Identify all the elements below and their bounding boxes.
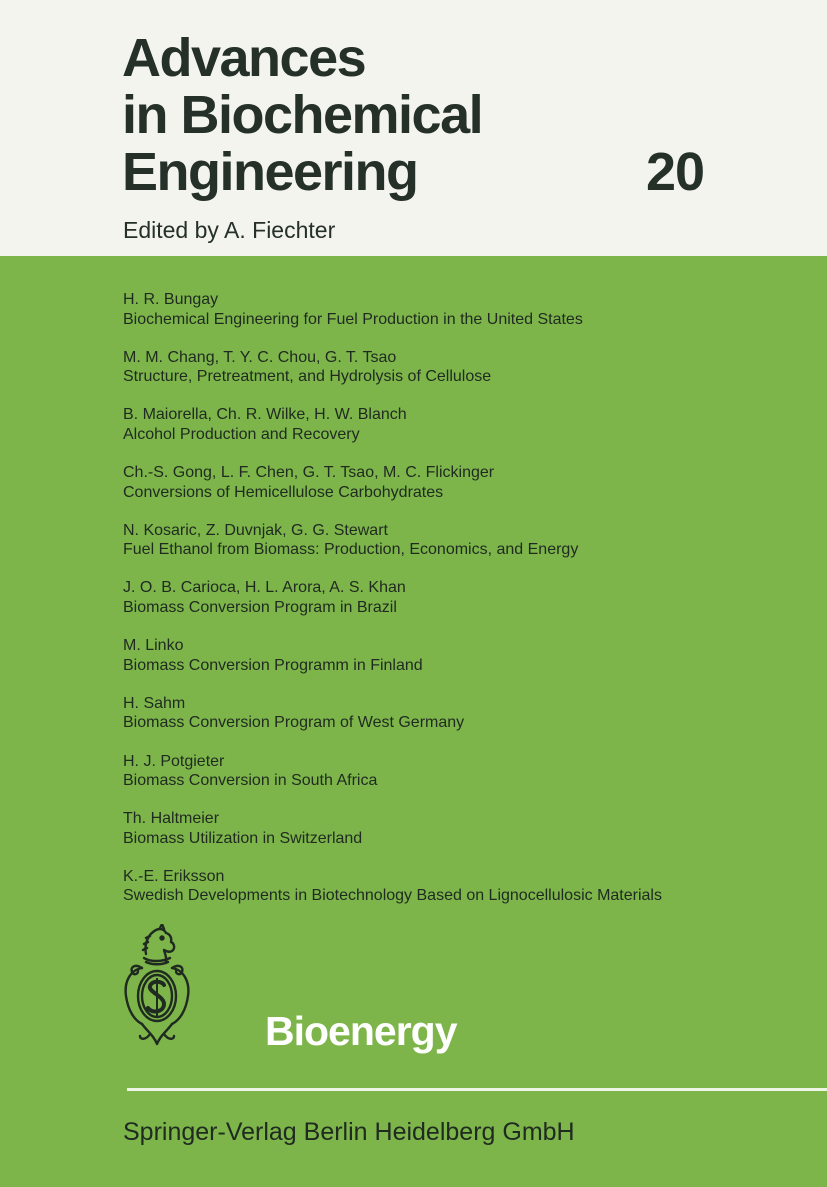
entry-authors: M. Linko [123, 637, 184, 655]
contents-entry [123, 405, 803, 463]
entry-title: Biomass Utilization in Switzerland [123, 829, 363, 847]
entry-authors: Th. Haltmeier [123, 810, 220, 828]
contents-entry [123, 348, 803, 406]
publisher-imprint: Springer-Verlag Berlin Heidelberg GmbH [123, 1118, 575, 1146]
contents-entry [123, 752, 803, 810]
entry-authors: M. M. Chang, T. Y. C. Chou, G. T. Tsao [123, 348, 397, 366]
contents-entry [123, 463, 803, 521]
contents-entry [123, 636, 803, 694]
entry-title: Biomass Conversion Programm in Finland [123, 656, 423, 674]
entry-title: Biomass Conversion Program in Brazil [123, 598, 397, 616]
book-title-line-2: in Biochemical [122, 85, 483, 145]
contents-list [123, 290, 803, 925]
series-title: Bioenergy [265, 1008, 457, 1054]
entry-authors: H. Sahm [123, 694, 186, 712]
entry-authors: H. R. Bungay [123, 291, 219, 308]
entry-title: Structure, Pretreatment, and Hydrolysis of Cellulose [123, 368, 492, 386]
entry-authors: Ch.-S. Gong, L. F. Chen, G. T. Tsao, M. C. Flickinger [123, 464, 495, 482]
contents-entry [123, 521, 803, 579]
springer-knight-logo [120, 924, 194, 1048]
entry-title: Alcohol Production and Recovery [123, 425, 360, 443]
entry-title: Biochemical Engineering for Fuel Production in the United States [123, 310, 583, 328]
contents-entry [123, 578, 803, 636]
entry-authors: H. J. Potgieter [123, 752, 225, 770]
contents-entry [123, 290, 803, 348]
entry-authors: N. Kosaric, Z. Duvnjak, G. G. Stewart [123, 521, 388, 539]
contents-entry [123, 867, 803, 925]
entry-title: Biomass Conversion Program of West Germany [123, 714, 465, 732]
entry-title: Swedish Developments in Biotechnology Based on Lignocellulosic Materials [123, 887, 662, 905]
entry-authors: K.-E. Eriksson [123, 867, 225, 885]
cover-header [0, 0, 827, 256]
entry-title: Fuel Ethanol from Biomass: Production, Economics, and Energy [123, 541, 579, 559]
editor-credit: Edited by A. Fiechter [123, 217, 336, 243]
book-title-line-1: Advances [122, 28, 366, 88]
entry-authors: B. Maiorella, Ch. R. Wilke, H. W. Blanch [123, 406, 407, 424]
volume-number: 20 [646, 142, 705, 202]
entry-title: Biomass Conversion in South Africa [123, 772, 378, 789]
entry-authors: J. O. B. Carioca, H. L. Arora, A. S. Khan [123, 579, 406, 597]
divider-rule [127, 1088, 827, 1091]
contents-entry [123, 809, 803, 867]
entry-title: Conversions of Hemicellulose Carbohydrates [123, 483, 444, 501]
book-title-line-3: Engineering [122, 142, 418, 202]
contents-entry [123, 694, 803, 752]
